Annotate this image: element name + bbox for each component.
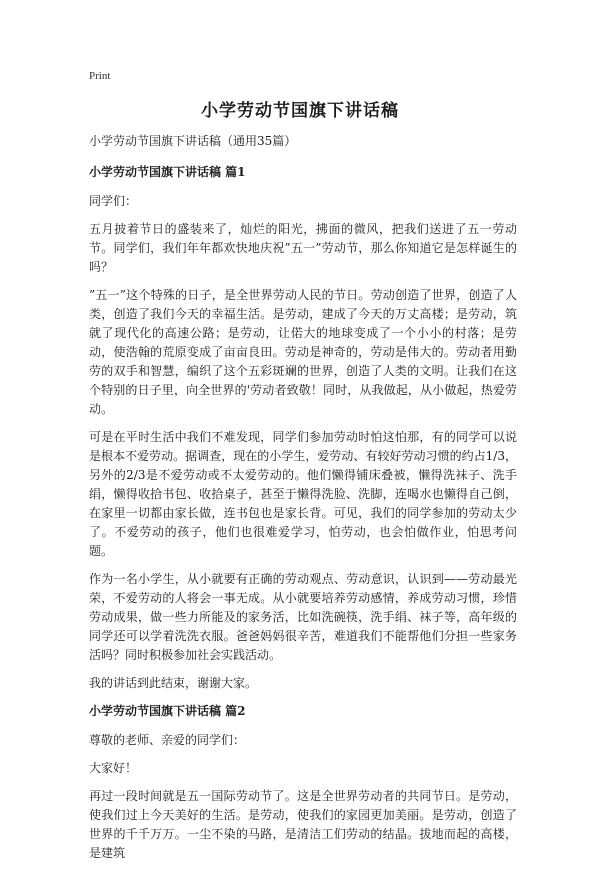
document-subtitle: 小学劳动节国旗下讲话稿（通用35篇） (89, 134, 297, 148)
speech-1-paragraph: 作为一名小学生，从小就要有正确的劳动观点、劳动意识，认识到——劳动最光荣，不爱劳动的人将会一事无成。从小就要培养劳动感情，养成劳动习惯，珍惜劳动成果，做一些力所能及的家务活，比如洗碗筷，洗手绢、袜子等，高年级的同学还可以学着洗洗衣服。爸爸妈妈很辛苦，难道我们不能帮他们分担一些家务活吗？同时积极参加社会实践活动。 (89, 572, 517, 662)
speech-2-paragraph: 再过一段时间就是五一国际劳动节了。这是全世界劳动者的共同节日。是劳动，使我们过上今天美好的生活。是劳动，使我们的家园更加美丽。是劳动，创造了世界的千千万万。一尘不染的马路，是清洁工们劳动的结晶。拔地而起的高楼，是建筑 (89, 789, 517, 860)
speech-2-salutation: 大家好！ (89, 761, 138, 775)
speech-1-paragraph: 可是在平时生活中我们不难发现，同学们参加劳动时怕这怕那，有的同学可以说是根本不爱劳动。据调查，现在的小学生，爱劳动、有较好劳动习惯的约占1/3，另外的2/3是不爱劳动或不太爱劳动的。他们懒得铺床叠被，懒得洗袜子、洗手绢，懒得收拾书包、收拾桌子，甚至于懒得洗脸、洗脚，连喝水也懒得自己倒，在家里一切都由家长做，连书包也是家长背。可见，我们的同学参加的劳动太少了。不爱劳动的孩子，他们也很难爱学习，怕劳动，也会怕做作业，怕思考问题。 (89, 430, 517, 558)
speech-1-paragraph: ”五一”这个特殊的日子，是全世界劳动人民的节日。劳动创造了世界，创造了人类，创造了我们今天的幸福生活。是劳动，建成了今天的万丈高楼；是劳动，筑就了现代化的高速公路；是劳动，让偌大的地球变成了一个小小的村落；是劳动，使浩翰的荒原变成了亩亩良田。劳动是神奇的，劳动是伟大的。劳动者用勤劳的双手和智慧，编织了这个五彩斑斓的世界，创造了人类的文明。让我们在这个特别的日子里，向全世界的'劳动者致敬！同时，从我做起，从小做起，热爱劳动。 (89, 288, 517, 416)
print-link[interactable]: Print (89, 70, 111, 82)
page-title: 小学劳动节国旗下讲话稿 (201, 101, 399, 121)
speech-1-greeting: 同学们： (89, 194, 138, 208)
speech-1-paragraph: 五月披着节日的盛装来了，灿烂的阳光，拂面的微风，把我们送进了五一劳动节。同学们，我们年年都欢快地庆祝”五一”劳动节，那么你知道它是怎样诞生的吗？ (89, 222, 517, 274)
speech-1-heading: 小学劳动节国旗下讲话稿 篇1 (89, 165, 246, 179)
speech-1-closing: 我的讲话到此结束，谢谢大家。 (89, 676, 258, 690)
speech-2-greeting: 尊敬的老师、亲爱的同学们： (89, 733, 246, 747)
speech-2-heading: 小学劳动节国旗下讲话稿 篇2 (89, 704, 246, 718)
document-body (89, 132, 517, 872)
